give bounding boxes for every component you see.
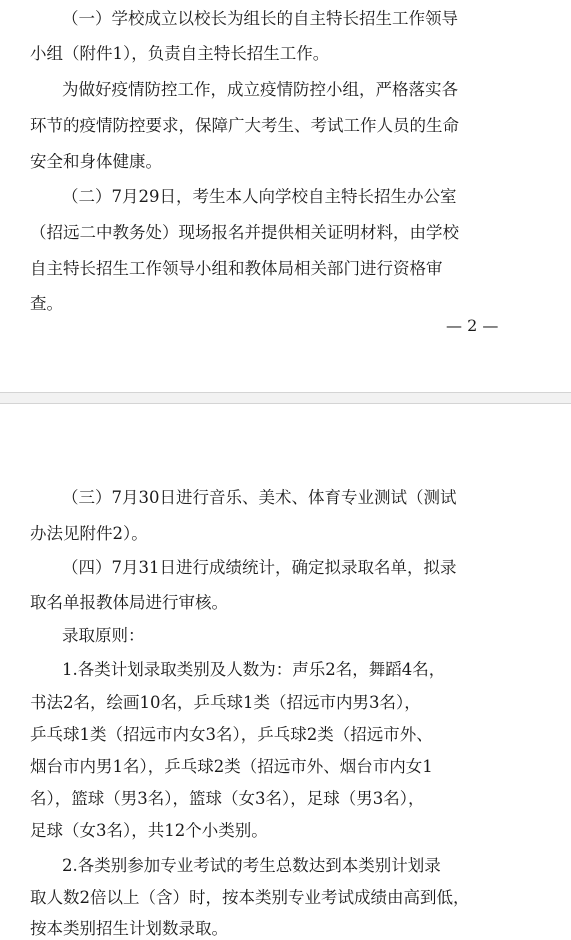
paragraph-line: 查。 bbox=[30, 294, 63, 313]
paragraph-line: 足球（女3名），共12个小类别。 bbox=[30, 821, 268, 840]
paragraph-line: 为做好疫情防控工作，成立疫情防控小组，严格落实各 bbox=[62, 80, 458, 99]
paragraph-line: （三）7月30日进行音乐、美术、体育专业测试（测试 bbox=[62, 488, 457, 507]
paragraph-line: 录取原则： bbox=[62, 626, 145, 645]
document-page-3 bbox=[0, 404, 571, 936]
paragraph-line: 名），篮球（男3名），篮球（女3名），足球（男3名）， bbox=[30, 789, 425, 808]
paragraph-line: 取人数2倍以上（含）时，按本类别专业考试成绩由高到低， bbox=[30, 888, 470, 907]
paragraph-line: 按本类别招生计划数录取。 bbox=[30, 919, 228, 938]
page-separator bbox=[0, 392, 571, 404]
paragraph-line: 1.各类计划录取类别及人数为：声乐2名，舞蹈4名， bbox=[62, 660, 446, 679]
paragraph-line: （一）学校成立以校长为组长的自主特长招生工作领导 bbox=[62, 9, 458, 28]
paragraph-line: 环节的疫情防控要求，保障广大考生、考试工作人员的生命 bbox=[30, 116, 459, 135]
paragraph-line: 取名单报教体局进行审核。 bbox=[30, 593, 228, 612]
paragraph-line: 安全和身体健康。 bbox=[30, 152, 162, 171]
paragraph-line: 自主特长招生工作领导小组和教体局相关部门进行资格审 bbox=[30, 259, 443, 278]
paragraph-line: 小组（附件1），负责自主特长招生工作。 bbox=[30, 44, 330, 63]
paragraph-line: （二）7月29日，考生本人向学校自主特长招生办公室 bbox=[62, 187, 457, 206]
page-number: — 2 — bbox=[446, 316, 499, 335]
paragraph-line: （四）7月31日进行成绩统计，确定拟录取名单，拟录 bbox=[62, 558, 457, 577]
paragraph-line: 烟台市内男1名），乒乓球2类（招远市外、烟台市内女1 bbox=[30, 757, 433, 776]
paragraph-line: 2.各类别参加专业考试的考生总数达到本类别计划录 bbox=[62, 856, 441, 875]
paragraph-line: （招远二中教务处）现场报名并提供相关证明材料，由学校 bbox=[30, 223, 459, 242]
document-page-2 bbox=[0, 0, 571, 392]
paragraph-line: 乒乓球1类（招远市内女3名），乒乓球2类（招远市外、 bbox=[30, 725, 433, 744]
paragraph-line: 办法见附件2）。 bbox=[30, 524, 148, 543]
paragraph-line: 书法2名，绘画10名，乒乓球1类（招远市内男3名）， bbox=[30, 693, 421, 712]
